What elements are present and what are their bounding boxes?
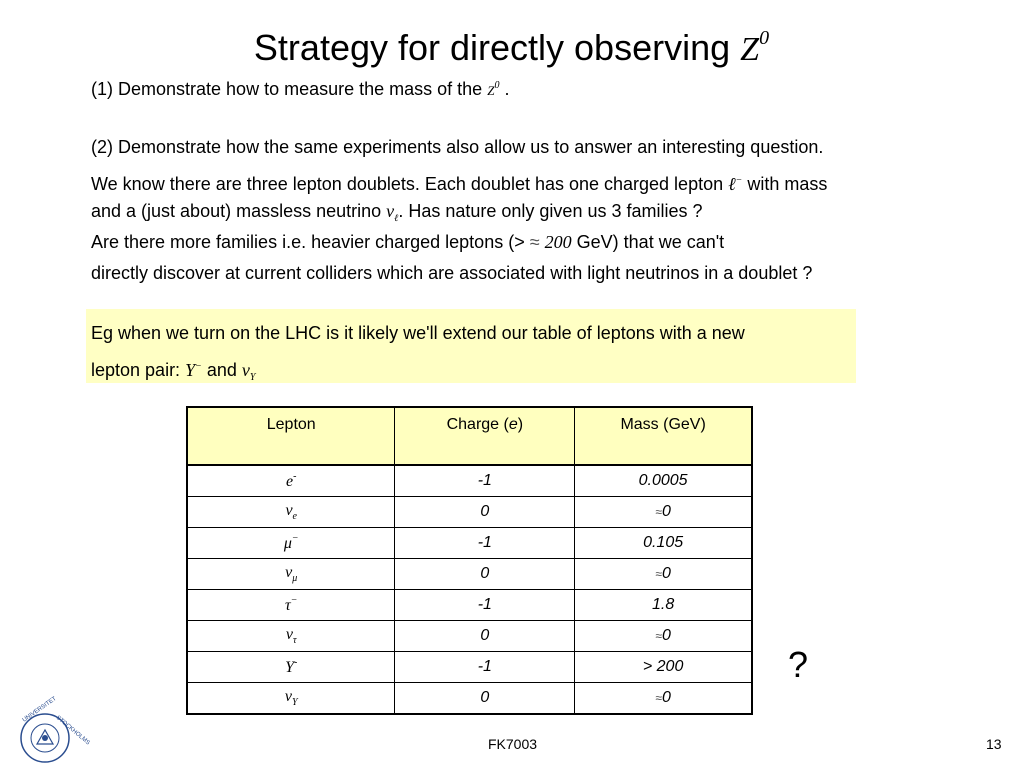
body-line-6: directly discover at current colliders which are associated with light neutrinos in a doublet ? — [91, 263, 813, 283]
lepton-cell: $\nu_Y$ — [187, 683, 395, 715]
mass-cell: ≈0 — [575, 683, 752, 715]
mass-cell: ≈0 — [575, 621, 752, 652]
svg-text:UNIVERSITET: UNIVERSITET — [21, 695, 58, 724]
footer-course: FK7003 — [488, 736, 538, 752]
table-row — [187, 497, 752, 528]
header-charge: Charge (e) — [395, 407, 575, 465]
mass-cell: > 200 — [575, 652, 752, 683]
mass-cell: 0.0005 — [575, 465, 752, 497]
header-mass: Mass (GeV) — [575, 407, 752, 465]
table-row — [187, 683, 752, 715]
approx-icon: ≈ — [655, 691, 662, 705]
body-line-2: (2) Demonstrate how the same experiments also allow us to answer an interesting question. — [91, 137, 824, 157]
charge-cell: 0 — [395, 559, 575, 590]
highlight-line-1: Eg when we turn on the LHC is it likely we'll extend our table of leptons with a new — [91, 323, 745, 343]
mass-cell: 1.8 — [575, 590, 752, 621]
table-row — [187, 652, 752, 683]
lepton-cell: Y- — [187, 652, 395, 683]
lepton-cell: $\nu_\tau$ — [187, 621, 395, 652]
approx-icon: ≈ — [655, 629, 662, 643]
table-row — [187, 465, 752, 497]
body-line-3: We know there are three lepton doublets. Each doublet has one charged lepton ℓ− with mass — [91, 174, 828, 194]
table-body — [187, 465, 752, 714]
charge-cell: -1 — [395, 528, 575, 559]
svg-text:STOCKHOLMS: STOCKHOLMS — [54, 714, 91, 747]
body-line-1: (1) Demonstrate how to measure the mass of the $Z^0$ . — [91, 79, 510, 99]
lepton-cell: τ− — [187, 590, 395, 621]
table-header-row — [187, 407, 752, 465]
body-line-5: Are there more families i.e. heavier charged leptons (> ≈ 200 GeV) that we can't — [91, 232, 725, 252]
charge-cell: 0 — [395, 621, 575, 652]
table-row — [187, 528, 752, 559]
table-row — [187, 590, 752, 621]
approx-icon: ≈ — [655, 567, 662, 581]
question-mark: ? — [788, 644, 809, 685]
lepton-cell: $\nu_\mu$ — [187, 559, 395, 590]
body-line-4: and a (just about) massless neutrino $\nu_\ell$. Has nature only given us 3 families ? — [91, 201, 703, 224]
charge-cell: 0 — [395, 497, 575, 528]
z-boson-symbol: Z — [740, 31, 760, 68]
charge-cell: -1 — [395, 465, 575, 497]
header-lepton: Lepton — [187, 407, 395, 465]
table-row — [187, 621, 752, 652]
slide-title: Strategy for directly observing $Z^0$ — [253, 27, 770, 68]
mass-cell: ≈0 — [575, 559, 752, 590]
charge-cell: -1 — [395, 590, 575, 621]
lepton-cell: e- — [187, 465, 395, 497]
mass-cell: ≈0 — [575, 497, 752, 528]
charge-cell: -1 — [395, 652, 575, 683]
lepton-table — [186, 406, 753, 715]
lepton-cell: μ− — [187, 528, 395, 559]
table-row — [187, 559, 752, 590]
lepton-cell: $\nu_e$ — [187, 497, 395, 528]
university-seal-icon — [10, 695, 91, 766]
page-number: 13 — [986, 736, 1002, 752]
approx-icon: ≈ — [655, 505, 662, 519]
highlight-line-2: lepton pair: Y− and $\nu_Y$ — [91, 360, 256, 383]
mass-cell: 0.105 — [575, 528, 752, 559]
charge-cell: 0 — [395, 683, 575, 715]
